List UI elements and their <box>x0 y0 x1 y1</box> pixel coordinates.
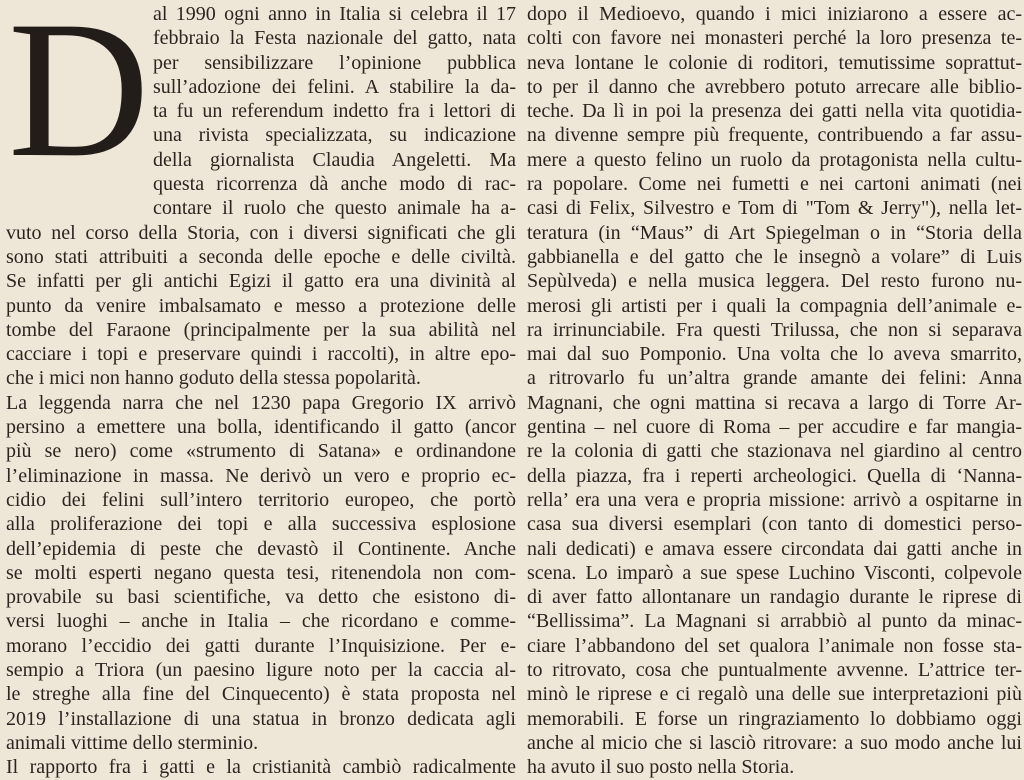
text-line: che i mici non hanno goduto della stessa popolarità. <box>6 367 421 390</box>
text-line: La leggenda narra che nel 1230 papa Gregorio IX arrivò <box>6 391 516 414</box>
text-line: anche al micio che si lasciò ritrovare: a suo modo anche lui <box>527 731 1022 754</box>
text-line: tombe del Faraone (principalmente per la sua abilità nel <box>6 318 516 341</box>
text-line: to ritrovato, cosa che puntualmente avvenne. L’attrice ter- <box>527 659 1022 682</box>
text-line: sempio a Triora (un paesino ligure noto per la caccia al- <box>6 659 516 682</box>
text-line: animali vittime dello sterminio. <box>6 731 259 754</box>
text-line: colti con favore nei monasteri perché la loro presenza te- <box>527 27 1022 50</box>
text-line: più se nero) come «strumento di Satana» e ordinandone <box>6 440 516 463</box>
text-line: ra irrinunciabile. Fra questi Trilussa, che non si separava <box>527 318 1022 341</box>
text-line: morano l’eccidio dei gatti durante l’Inquisizione. Per e- <box>6 634 516 657</box>
text-line: persino a emettere una bolla, identificando il gatto (ancor <box>6 416 516 439</box>
text-line: casi di Felix, Silvestro e Tom di "Tom & Jerry"), nella let- <box>527 197 1022 220</box>
text-line: punto da venire imbalsamato e messo a protezione delle <box>6 294 516 317</box>
text-line: Magnani, che ogni mattina si recava a largo di Torre Ar- <box>527 391 1022 414</box>
text-line: nali dedicati) e amava essere circondata dai gatti anche in <box>527 537 1022 560</box>
text-line: dopo il Medioevo, quando i mici iniziarono a essere ac- <box>527 3 1022 25</box>
text-line: 2019 l’installazione di una statua in bronzo dedicata agli <box>6 707 516 730</box>
text-line: ta fu un referendum indetto fra i lettori di <box>153 100 516 123</box>
text-line: to per il danno che avrebbero potuto arrecare alle biblio- <box>527 75 1022 98</box>
text-line: di aver fatto allontanare un randagio durante le riprese di <box>527 586 1022 609</box>
text-line: a ritrovarlo fu un’altra grande amante dei felini: Anna <box>527 367 1022 390</box>
text-line: della giornalista Claudia Angeletti. Ma <box>153 148 516 171</box>
text-line: alla proliferazione dei topi e alla successiva esplosione <box>6 513 516 536</box>
text-line: ha avuto il suo posto nella Storia. <box>527 756 795 779</box>
text-line: merosi gli artisti per i quali la compagnia dell’animale e- <box>527 294 1022 317</box>
text-line: al 1990 ogni anno in Italia si celebra il 17 <box>153 3 516 25</box>
text-line: le streghe alla fine del Cinquecento) è stata proposta nel <box>6 683 516 706</box>
text-line: gabbianella e del gatto che le insegnò a volare” di Luis <box>527 245 1022 268</box>
text-line: sono stati attribuiti a seconda delle epoche e delle civiltà. <box>6 245 516 268</box>
text-line: ra popolare. Come nei fumetti e nei cartoni animati (nei <box>527 173 1022 196</box>
text-line: una rivista specializzata, su indicazione <box>153 124 516 147</box>
text-line: se molti esperti negano questa tesi, ritenendola non com- <box>6 561 516 584</box>
text-line: questa ricorrenza dà anche modo di rac- <box>153 173 516 196</box>
text-line: “Bellissima”. La Magnani si arrabbiò al punto da minac- <box>527 610 1022 633</box>
left-column <box>6 2 516 780</box>
text-line: na divenne sempre più frequente, contribuendo a far assu- <box>527 124 1022 147</box>
text-line: mai dal suo Pomponio. Una volta che lo aveva smarrito, <box>527 343 1022 366</box>
text-line: Se infatti per gli antichi Egizi il gatto era una divinità al <box>6 270 516 293</box>
text-line: re la colonia di gatti che stazionava nel giardino al centro <box>527 440 1022 463</box>
text-line: teratura (in “Maus” di Art Spiegelman o in “Storia della <box>527 221 1022 244</box>
text-line: provabile su basi scientifiche, va detto che esistono di- <box>6 586 516 609</box>
text-line: teche. Da lì in poi la presenza dei gatti nella vita quotidia- <box>527 100 1022 123</box>
text-line: mere a questo felino un ruolo da protagonista nella cultu- <box>527 148 1022 171</box>
text-line: ciare l’abbandono del set qualora l’animale non fosse sta- <box>527 634 1022 657</box>
text-line: l’eliminazione in massa. Ne derivò un vero e proprio ec- <box>6 464 516 487</box>
text-line: minò le riprese e ci regalò una delle sue interpretazioni più <box>527 683 1022 706</box>
text-line: per sensibilizzare l’opinione pubblica <box>153 51 516 74</box>
text-line: febbraio la Festa nazionale del gatto, nata <box>153 27 516 50</box>
text-line: cidio dei felini sull’intero territorio europeo, che portò <box>6 488 516 511</box>
text-line: rella’ era una vera e propria missione: arrivò a ospitarne in <box>527 488 1022 511</box>
text-line: della piazza, fra i reperti archeologici. Quella di ‘Nanna- <box>527 464 1022 487</box>
text-line: Il rapporto fra i gatti e la cristianità cambiò radicalmente <box>6 756 516 779</box>
text-line: casa sua diversi esemplari (con tanto di domestici perso- <box>527 513 1022 536</box>
text-line: sull’adozione dei felini. A stabilire la da- <box>153 75 516 98</box>
text-line: cacciare i topi e preservare quindi i raccolti), in altre epo- <box>6 343 516 366</box>
right-column <box>527 2 1022 780</box>
text-line: contare il ruolo che questo animale ha a- <box>153 197 516 220</box>
text-line: neva lontane le colonie di roditori, temutissime soprattut- <box>527 51 1022 74</box>
text-line: memorabili. E forse un ringraziamento lo dobbiamo oggi <box>527 707 1022 730</box>
text-line: gentina – nel cuore di Roma – per accudire e far mangia- <box>527 416 1022 439</box>
text-line: vuto nel corso della Storia, con i diversi significati che gli <box>6 221 516 244</box>
text-line: versi luoghi – anche in Italia – che ricordano e comme- <box>6 610 516 633</box>
drop-cap: D <box>8 0 150 198</box>
text-line: dell’epidemia di peste che devastò il Continente. Anche <box>6 537 516 560</box>
text-line: scena. Lo imparò a sue spese Luchino Visconti, colpevole <box>527 561 1022 584</box>
text-line: Sepùlveda) e nella musica leggera. Del resto furono nu- <box>527 270 1022 293</box>
